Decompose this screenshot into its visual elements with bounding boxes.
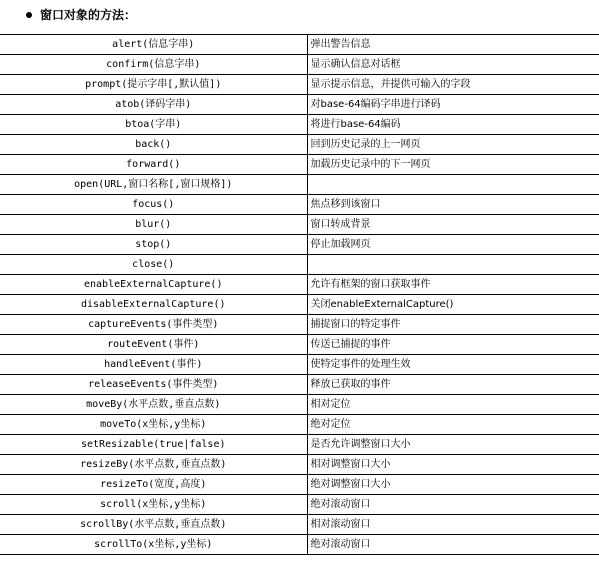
method-signature-cell: disableExternalCapture() — [0, 295, 307, 315]
table-row — [0, 135, 599, 155]
table-row — [0, 215, 599, 235]
method-signature-cell: focus() — [0, 195, 307, 215]
method-signature-cell: setResizable(true|false) — [0, 435, 307, 455]
table-row — [0, 335, 599, 355]
bullet-icon — [26, 12, 32, 18]
method-signature-cell: releaseEvents(事件类型) — [0, 375, 307, 395]
method-signature-cell: resizeBy(水平点数,垂直点数) — [0, 455, 307, 475]
table-row — [0, 295, 599, 315]
method-signature-cell: resizeTo(宽度,高度) — [0, 475, 307, 495]
method-description-cell: 释放已获取的事件 — [307, 375, 599, 395]
table-row — [0, 355, 599, 375]
method-description-cell: 回到历史记录的上一网页 — [307, 135, 599, 155]
method-signature-cell: atob(译码字串) — [0, 95, 307, 115]
table-row — [0, 475, 599, 495]
method-signature-cell: scrollTo(x坐标,y坐标) — [0, 535, 307, 555]
method-signature-cell: blur() — [0, 215, 307, 235]
method-signature-cell: back() — [0, 135, 307, 155]
method-description-cell: 显示提示信息，并提供可输入的字段 — [307, 75, 599, 95]
method-signature-cell: moveTo(x坐标,y坐标) — [0, 415, 307, 435]
method-signature-cell: btoa(字串) — [0, 115, 307, 135]
table-row — [0, 255, 599, 275]
method-signature-cell: confirm(信息字串) — [0, 55, 307, 75]
method-signature-cell: close() — [0, 255, 307, 275]
method-signature-cell: stop() — [0, 235, 307, 255]
method-description-cell: 绝对调整窗口大小 — [307, 475, 599, 495]
table-row — [0, 235, 599, 255]
method-description-cell: 是否允许调整窗口大小 — [307, 435, 599, 455]
method-description-cell: 传送已捕捉的事件 — [307, 335, 599, 355]
method-description-cell: 停止加载网页 — [307, 235, 599, 255]
method-description-cell: 允许有框架的窗口获取事件 — [307, 275, 599, 295]
table-row — [0, 75, 599, 95]
method-description-cell: 显示确认信息对话框 — [307, 55, 599, 75]
method-description-cell: 弹出警告信息 — [307, 35, 599, 55]
method-signature-cell: scrollBy(水平点数,垂直点数) — [0, 515, 307, 535]
table-row — [0, 315, 599, 335]
table-row — [0, 515, 599, 535]
methods-table-body — [0, 35, 599, 555]
table-row — [0, 455, 599, 475]
table-row — [0, 115, 599, 135]
method-signature-cell: alert(信息字串) — [0, 35, 307, 55]
method-description-cell: 焦点移到该窗口 — [307, 195, 599, 215]
table-row — [0, 195, 599, 215]
method-signature-cell: routeEvent(事件) — [0, 335, 307, 355]
table-row — [0, 155, 599, 175]
table-row — [0, 95, 599, 115]
section-heading — [0, 0, 599, 34]
table-row — [0, 275, 599, 295]
method-description-cell: 相对定位 — [307, 395, 599, 415]
method-description-cell: 对base-64编码字串进行译码 — [307, 95, 599, 115]
table-row — [0, 375, 599, 395]
method-description-cell: 相对滚动窗口 — [307, 515, 599, 535]
method-description-cell: 绝对滚动窗口 — [307, 535, 599, 555]
method-signature-cell: enableExternalCapture() — [0, 275, 307, 295]
method-description-cell: 将进行base-64编码 — [307, 115, 599, 135]
table-row — [0, 495, 599, 515]
methods-table — [0, 34, 599, 555]
table-row — [0, 395, 599, 415]
method-signature-cell: forward() — [0, 155, 307, 175]
method-signature-cell: prompt(提示字串[,默认值]) — [0, 75, 307, 95]
method-signature-cell: moveBy(水平点数,垂直点数) — [0, 395, 307, 415]
method-signature-cell: scroll(x坐标,y坐标) — [0, 495, 307, 515]
table-row — [0, 175, 599, 195]
method-description-cell: 绝对定位 — [307, 415, 599, 435]
method-description-cell: 使特定事件的处理生效 — [307, 355, 599, 375]
table-row — [0, 55, 599, 75]
method-description-cell — [307, 255, 599, 275]
method-description-cell: 关闭enableExternalCapture() — [307, 295, 599, 315]
method-description-cell: 相对调整窗口大小 — [307, 455, 599, 475]
table-row — [0, 435, 599, 455]
method-signature-cell: captureEvents(事件类型) — [0, 315, 307, 335]
method-description-cell: 加载历史记录中的下一网页 — [307, 155, 599, 175]
table-row — [0, 535, 599, 555]
method-signature-cell: handleEvent(事件) — [0, 355, 307, 375]
method-description-cell: 绝对滚动窗口 — [307, 495, 599, 515]
table-row — [0, 35, 599, 55]
section-heading-text: 窗口对象的方法： — [40, 8, 137, 22]
table-row — [0, 415, 599, 435]
method-signature-cell: open(URL,窗口名称[,窗口规格]) — [0, 175, 307, 195]
method-description-cell: 捕捉窗口的特定事件 — [307, 315, 599, 335]
method-description-cell: 窗口转成背景 — [307, 215, 599, 235]
method-description-cell — [307, 175, 599, 195]
